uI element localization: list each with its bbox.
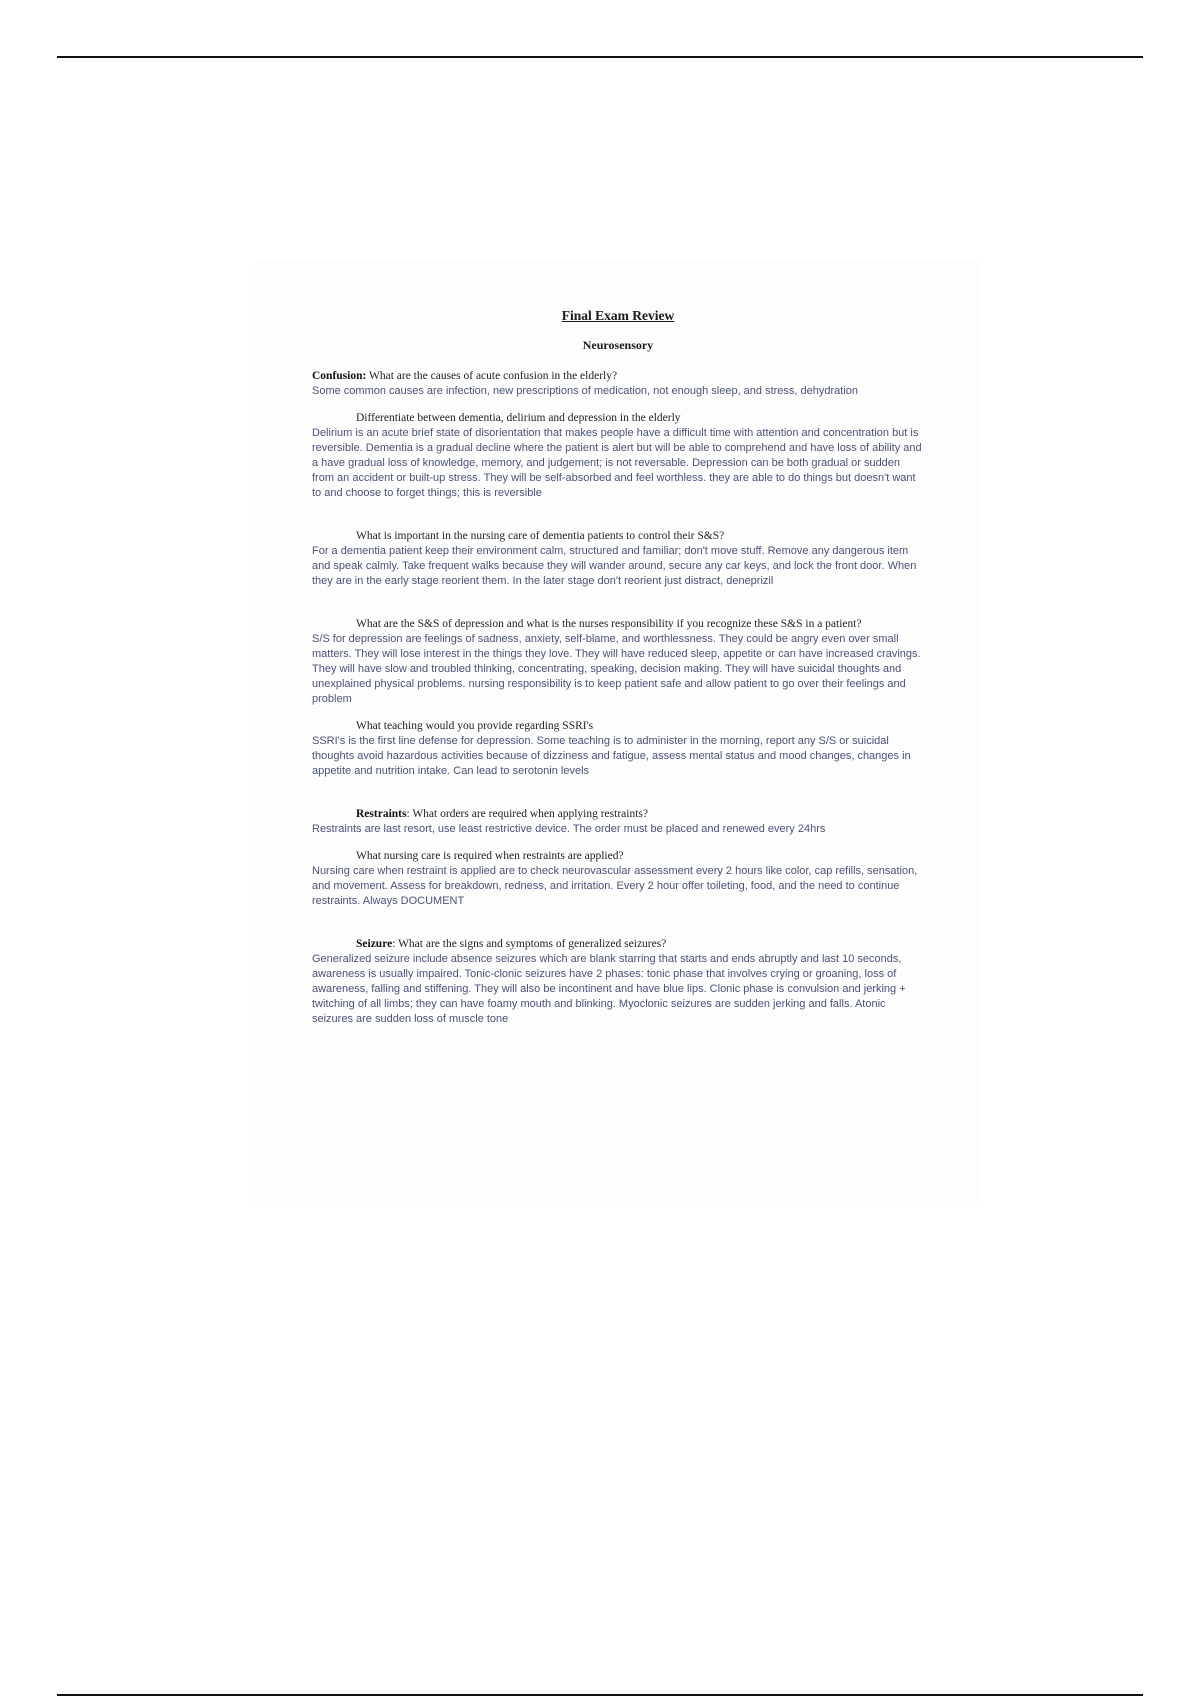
section-confusion <box>312 369 924 399</box>
question-text: What are the causes of acute confusion in the elderly? <box>366 370 618 382</box>
question-dementia-care: What is important in the nursing care of dementia patients to control their S&S? <box>356 530 725 542</box>
answer-restraints-care: Nursing care when restraint is applied are to check neurovascular assessment every 2 hours like color, cap refills, sensation, and movement. Assess for breakdown, redness, and irritation. Every 2 hour offer toileting, food, and the need to continue restraints. Always DOCUMENT <box>312 865 918 907</box>
answer-dementia-care: For a dementia patient keep their environment calm, structured and familiar; don't move stuff. Remove any dangerous item and speak calmly. Take frequent walks because they will wander around, secure any car keys, and lock the front door. When they are in the early stage reorient them. In the later stage don't reorient just distract, deneprizil <box>312 545 917 587</box>
answer-depression: S/S for depression are feelings of sadness, anxiety, self-blame, and worthlessness. They could be angry even over small matters. They will lose interest in the things they love. They will have reduced sleep, appetite or can have increased cravings. They will have slow and troubled thinking, concentrating, speaking, decision making. They will have suicidal thoughts and unexplained physical problems. nursing responsibility is to keep patient safe and allow patient to go over their feelings and problem <box>312 633 921 705</box>
section-depression <box>312 617 924 707</box>
question-restraints-orders <box>312 807 924 821</box>
document-body <box>312 308 924 1039</box>
question-depression: What are the S&S of depression and what is the nurses responsibility if you recognize these S&S in a patient? <box>356 618 862 630</box>
question-confusion <box>312 369 924 383</box>
question-label: Confusion: <box>312 370 367 382</box>
section-restraints-orders <box>312 807 924 837</box>
answer-ssri: SSRI's is the first line defense for depression. Some teaching is to administer in the morning, report any S/S or suicidal thoughts avoid hazardous activities because of dizziness and fatigue, assess mental status and mood changes, changes in appetite and nutrition intake. Can lead to serotonin levels <box>312 735 911 777</box>
question-label: Seizure <box>356 938 393 950</box>
answer-restraints-orders: Restraints are last resort, use least restrictive device. The order must be placed and renewed every 24hrs <box>312 823 826 835</box>
section-dementia-care <box>312 529 924 589</box>
question-text: : What orders are required when applying restraints? <box>406 808 648 820</box>
answer-differentiate: Delirium is an acute brief state of disorientation that makes people have a difficult time with attention and concentration but is reversible. Dementia is a gradual decline where the patient is alert but will be able to comprehend and have loss of ability and a have gradual loss of knowledge, memory, and judgement; is not reversable. Depression can be both gradual or sudden from an accident or built-up stress. They will be self-absorbed and feel worthless. they are able to do things but doesn't want to and choose to forget things; this is reversible <box>312 427 922 499</box>
footer-divider <box>57 1694 1143 1696</box>
document-title: Final Exam Review <box>561 308 675 323</box>
section-differentiate <box>312 411 924 501</box>
header-divider <box>57 56 1143 58</box>
section-seizure <box>312 937 924 1027</box>
section-restraints-care <box>312 849 924 909</box>
answer-confusion: Some common causes are infection, new prescriptions of medication, not enough sleep, and stress, dehydration <box>312 385 859 397</box>
question-restraints-care: What nursing care is required when restraints are applied? <box>356 850 624 862</box>
question-differentiate: Differentiate between dementia, delirium and depression in the elderly <box>356 412 681 424</box>
answer-seizure: Generalized seizure include absence seizures which are blank starring that starts and ends abruptly and last 10 seconds, awareness is usually impaired. Tonic-clonic seizures have 2 phases: tonic phase that involves crying or groaning, loss of awareness, falling and stiffening. They will also be incontinent and have blue lips. Clonic phase is convulsion and jerking + twitching of all limbs; they can have foamy mouth and blinking. Myoclonic seizures are sudden jerking and falls. Atonic seizures are sudden loss of muscle tone <box>312 953 906 1025</box>
question-label: Restraints <box>356 808 407 820</box>
document-subtitle: Neurosensory <box>582 338 654 352</box>
question-ssri: What teaching would you provide regarding SSRI's <box>356 720 594 732</box>
section-ssri <box>312 719 924 779</box>
question-text: : What are the signs and symptoms of generalized seizures? <box>392 938 667 950</box>
question-seizure <box>312 937 924 951</box>
